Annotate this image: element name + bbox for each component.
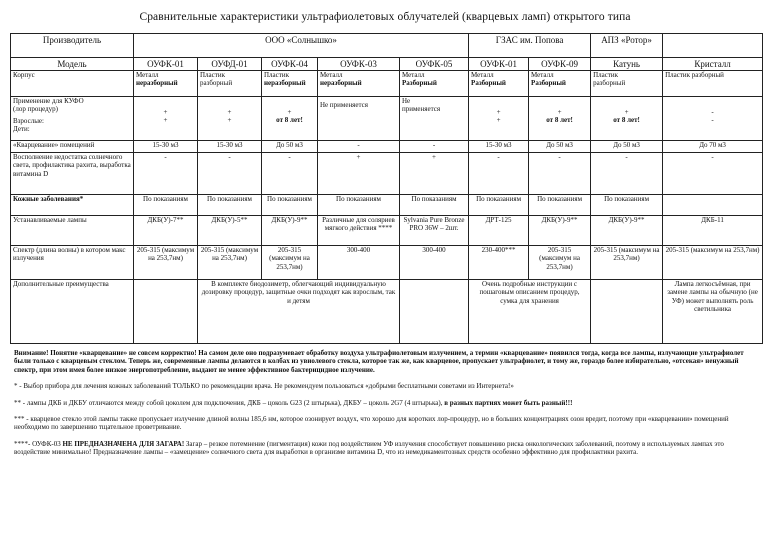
table-cell: Не применяется [318, 97, 400, 141]
table-row-sunlight [11, 153, 763, 195]
table-cell: ДКБ(У)-7** [134, 216, 198, 246]
maker-solnyshko: ООО «Солнышко» [134, 34, 469, 58]
manufacturer-label: Производитель [11, 34, 134, 58]
table-cell: 230-400*** [469, 246, 529, 280]
table-cell: По показаниям [400, 195, 469, 216]
table-cell: До 50 м3 [262, 141, 318, 153]
table-cell: - - [663, 97, 763, 141]
table-row-body [11, 71, 763, 97]
table-cell: Металл неразборный [134, 71, 198, 97]
table-row-spectrum [11, 246, 763, 280]
table-cell: + + [198, 97, 262, 141]
note-ozone: *** - кварцевое стекло этой лампы также пропускает излучение длиной волны 185,6 нм, которое озонирует воздух, что хорошо для коротких лор-процедур, но в больших концентрациях озон вредит, поэтому при «кварцевании» помещений необходимо по завершению тщательное проветривание. [14, 415, 729, 432]
table-cell: + + [469, 97, 529, 141]
row-label: «Кварцевание» помещений [11, 141, 134, 153]
table-cell: - [529, 153, 591, 195]
note-tanning: ****- ОУФК-03 НЕ ПРЕДНАЗНАЧЕНА ДЛЯ ЗАГАРА! Загар – резкое потемнение (пигментация) кожи под воздействием УФ излучения способствует повышению риска онкологических заболеваний, поэтому в используемых лампах это воздействие минимально! Предназначение лампы – «замещение» солнечного света для выработки в организме витамина D, что из немедикаментозных средств особенно эффективно для профилактики рахита. [14, 439, 724, 457]
row-label: Устанавливаемые лампы [11, 216, 134, 246]
note-skin: * - Выбор прибора для лечения кожных заболеваний ТОЛЬКО по рекомендации врача. Не рекомендуем пользоваться «добрыми бесплатными советами из Интернета!» [14, 382, 514, 391]
table-cell: По показаниям [134, 195, 198, 216]
model-cell: Катунь [591, 58, 663, 71]
table-cell: Пластик разборный [591, 71, 663, 97]
table-cell: ДКБ(У)-9** [591, 216, 663, 246]
table-cell: - [400, 141, 469, 153]
table-cell: Пластик неразборный [262, 71, 318, 97]
model-cell: ОУФК-01 [469, 58, 529, 71]
table-cell: - [198, 153, 262, 195]
row-label: Кожные заболевания* [11, 195, 134, 216]
note-attention: Внимание! Понятие «кварцевание» не совсем корректно! На самом деле оно подразумевает обработку воздуха ультрафиолетовым излучением, а термин «кварцевание» появился тогда, когда все лампы, излучающие ультрафиолет были только с кварцевым стеклом. Теперь же, современные лампы делаются в колбах из увиолевого стекла, которое так же, как кварцевое, пропускает ультрафиолет, и тому же, гораздо более избирательно, «отсекая» ненужный спектр, при этом имея более низкое энергопотребление, выдают не менее эффективное бактерицидное излучение. [14, 349, 744, 374]
table-cell: 15-30 м3 [134, 141, 198, 153]
model-label: Модель [11, 58, 134, 71]
table-cell: + от 8 лет! [529, 97, 591, 141]
table-cell: Пластик разборный [663, 71, 763, 97]
table-cell: - [134, 153, 198, 195]
table-cell: Различные для соляриев мягкого действия **** [318, 216, 400, 246]
table-row-skin [11, 195, 763, 216]
model-cell: ОУФК-03 [318, 58, 400, 71]
table-row-kufo [11, 97, 763, 141]
model-cell: ОУФК-05 [400, 58, 469, 71]
model-cell: ОУФК-09 [529, 58, 591, 71]
table-cell: 205-315 (максимум на 253,7нм) [663, 246, 763, 280]
table-cell: 205-315 (максимум на 253,7нм) [198, 246, 262, 280]
table-cell: Металл Разборный [469, 71, 529, 97]
table-cell: - [663, 153, 763, 195]
model-cell: ОУФД-01 [198, 58, 262, 71]
table-cell: 15-30 м3 [469, 141, 529, 153]
table-cell: ДКБ(У)-9** [262, 216, 318, 246]
row-label: Дополнительные преимущества [11, 280, 134, 344]
table-cell: По показаниям [469, 195, 529, 216]
table-cell: Пластик разборный [198, 71, 262, 97]
table-cell: 15-30 м3 [198, 141, 262, 153]
table-cell: 205-315 (максимум на 253,7нм) [591, 246, 663, 280]
table-row-quartz [11, 141, 763, 153]
table-cell: - [262, 153, 318, 195]
maker-apz-rotor: АПЗ «Ротор» [591, 34, 663, 58]
table-cell: + от 8 лет! [262, 97, 318, 141]
row-label: Восполнение недостатка солнечного света, профилактика рахита, выработка витамина D [11, 153, 134, 195]
table-cell [591, 280, 663, 344]
table-cell: До 70 м3 [663, 141, 763, 153]
table-cell: - [469, 153, 529, 195]
model-cell: Кристалл [663, 58, 763, 71]
table-cell: Лампа легкосъёмная, при замене лампы на обычную (не УФ) может выполнять роль светильника [663, 280, 763, 344]
page-title: Сравнительные характеристики ультрафиолетовых облучателей (кварцевых ламп) открытого типа [139, 11, 631, 23]
table-cell: Металл Разборный [400, 71, 469, 97]
table-cell: Не применяется [400, 97, 469, 141]
table-cell: Металл Разборный [529, 71, 591, 97]
model-row [11, 58, 763, 71]
row-label: Спектр (длина волны) в котором макс излучения [11, 246, 134, 280]
table-cell [400, 280, 469, 344]
table-cell: По показаниям [262, 195, 318, 216]
table-cell: Металл неразборный [318, 71, 400, 97]
table-cell: 205-315 (максимум на 253,7нм) [262, 246, 318, 280]
footnotes [14, 349, 758, 465]
table-cell: + + [134, 97, 198, 141]
maker-kristall [663, 34, 763, 58]
table-cell: 300-400 [400, 246, 469, 280]
table-cell: По показаниям [318, 195, 400, 216]
row-label: Корпус [11, 71, 134, 97]
comparison-table [10, 33, 763, 344]
table-cell [134, 280, 198, 344]
table-cell: До 50 м3 [529, 141, 591, 153]
table-cell: + [318, 153, 400, 195]
table-cell: Sylvania Pure Bronze PRO 36W – 2шт. [400, 216, 469, 246]
table-cell: ДРТ-125 [469, 216, 529, 246]
note-lamps: ** - лампы ДКБ и ДКБУ отличаются между собой цоколем для подключения, ДКБ – цоколь G23 (2 штырька), ДКБУ – цоколь 2G7 (4 штырька), в разных партиях может быть разный!!! [14, 398, 573, 407]
manufacturer-row [11, 34, 763, 58]
table-cell: В комплекте биодозиметр, облегчающий индивидуальную дозировку процедур, защитные очки подходят как взрослым, так и детям [198, 280, 400, 344]
table-row-advantages [11, 280, 763, 344]
model-cell: ОУФК-04 [262, 58, 318, 71]
table-cell: ДКБ(У)-9** [529, 216, 591, 246]
model-cell: ОУФК-01 [134, 58, 198, 71]
table-cell: Очень подробные инструкции с пошаговым описанием процедур, сумка для хранения [469, 280, 591, 344]
table-cell: 205-315 (максимум на 253,7нм) [529, 246, 591, 280]
table-cell: По показаниям [198, 195, 262, 216]
table-cell: - [318, 141, 400, 153]
table-cell: До 50 м3 [591, 141, 663, 153]
table-cell: 300-400 [318, 246, 400, 280]
table-cell: ДКБ-11 [663, 216, 763, 246]
table-cell: + [400, 153, 469, 195]
table-cell: По показаниям [529, 195, 591, 216]
table-cell: 205-315 (максимум на 253,7нм) [134, 246, 198, 280]
table-cell [663, 195, 763, 216]
table-cell: По показаниям [591, 195, 663, 216]
maker-gzas: ГЗАС им. Попова [469, 34, 591, 58]
table-cell: ДКБ(У)-5** [198, 216, 262, 246]
row-label: Применение для КУФО (лор процедур) Взрослые: Дети: [11, 97, 134, 141]
table-cell: - [591, 153, 663, 195]
table-row-lamps [11, 216, 763, 246]
table-cell: + от 8 лет! [591, 97, 663, 141]
